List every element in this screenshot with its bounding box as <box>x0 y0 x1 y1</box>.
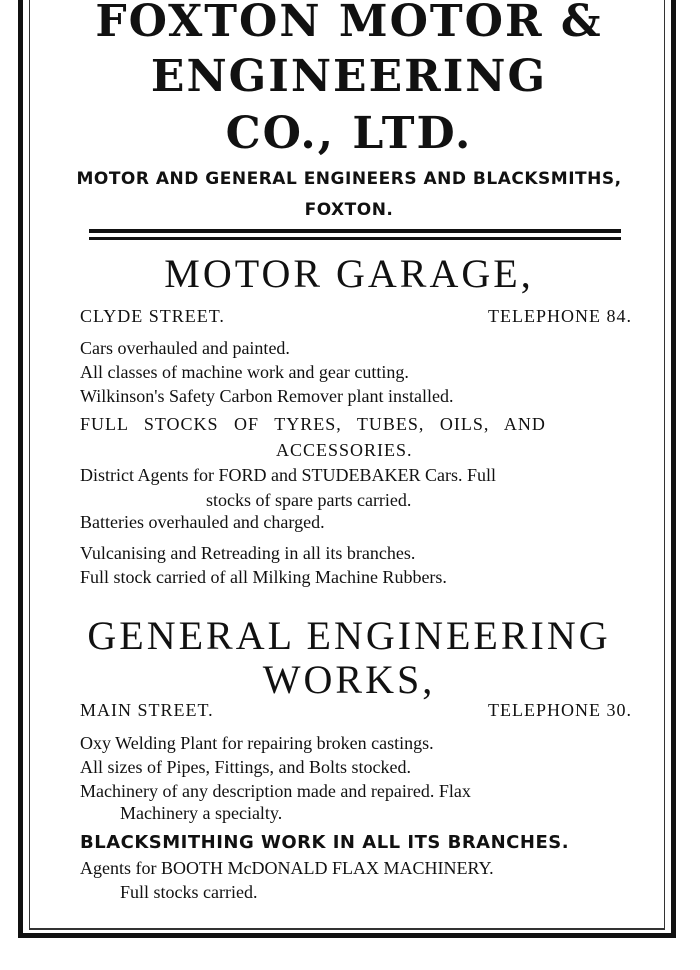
works-line: Machinery a specialty. <box>120 803 283 823</box>
works-street: MAIN STREET. <box>80 700 214 720</box>
garage-line: District Agents for FORD and STUDEBAKER Cars. Full <box>80 465 496 485</box>
garage-line: Batteries overhauled and charged. <box>80 512 325 532</box>
garage-line: Vulcanising and Retreading in all its branches. <box>80 543 416 563</box>
garage-line: FULL STOCKS OF TYRES, TUBES, OILS, AND <box>80 414 546 434</box>
company-tagline: MOTOR AND GENERAL ENGINEERS AND BLACKSMITHS, <box>76 169 622 189</box>
works-line: Agents for BOOTH McDONALD FLAX MACHINERY. <box>80 858 494 878</box>
garage-line: stocks of spare parts carried. <box>206 490 412 510</box>
works-line: Full stocks carried. <box>120 882 258 902</box>
works-line: Oxy Welding Plant for repairing broken castings. <box>80 733 434 753</box>
double-rule-divider <box>89 229 621 241</box>
works-line: All sizes of Pipes, Fittings, and Bolts stocked. <box>80 757 411 777</box>
garage-telephone: TELEPHONE 84. <box>488 306 632 326</box>
garage-line: Wilkinson's Safety Carbon Remover plant installed. <box>80 386 454 406</box>
company-name-line2: ENGINEERING <box>150 51 548 102</box>
garage-line: All classes of machine work and gear cutting. <box>80 362 409 382</box>
garage-line: ACCESSORIES. <box>276 440 413 460</box>
works-line: BLACKSMITHING WORK IN ALL ITS BRANCHES. <box>80 832 570 853</box>
company-name-line3: CO., LTD. <box>225 108 473 159</box>
garage-line: Full stock carried of all Milking Machine Rubbers. <box>80 567 447 587</box>
garage-heading: MOTOR GARAGE, <box>164 251 534 296</box>
works-heading-line2: WORKS, <box>262 657 436 702</box>
works-heading-line1: GENERAL ENGINEERING <box>87 613 611 658</box>
works-telephone: TELEPHONE 30. <box>488 700 632 720</box>
company-name-line1: FOXTON MOTOR & <box>95 0 603 47</box>
works-line: Machinery of any description made and repaired. Flax <box>80 781 471 801</box>
garage-street: CLYDE STREET. <box>80 306 225 326</box>
garage-line: Cars overhauled and painted. <box>80 338 290 358</box>
company-location: FOXTON. <box>304 200 394 220</box>
